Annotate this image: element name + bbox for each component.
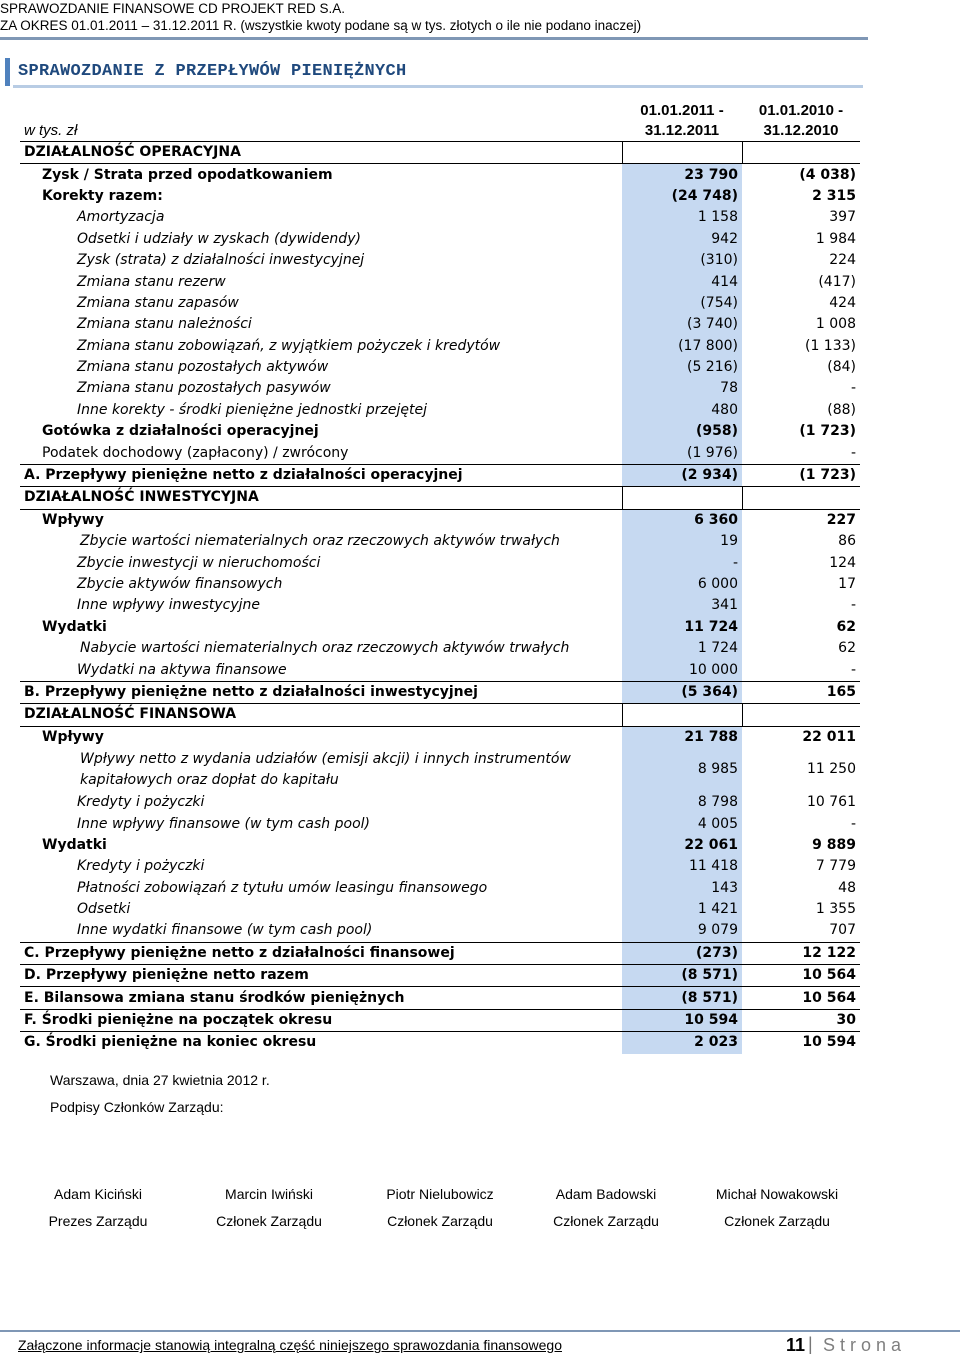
table-row (20, 186, 860, 207)
page-separator: | (808, 1334, 813, 1354)
value-2010: 10 564 (742, 965, 860, 987)
cash-flow-table (20, 99, 860, 1054)
value-2011: (17 800) (622, 336, 742, 357)
table-row (20, 552, 860, 573)
value-2011: 8 798 (622, 792, 742, 813)
place-date: Warszawa, dnia 27 kwietnia 2012 r. (50, 1072, 270, 1088)
value-2011 (622, 487, 742, 509)
row-label: Inne wpływy inwestycyjne (77, 597, 261, 614)
value-2010: 30 (742, 1009, 860, 1031)
header-period: ZA OKRES 01.01.2011 – 31.12.2011 R. (wszystkie kwoty podane są w tys. złotych o ile nie podano inaczej) (0, 18, 642, 33)
value-2010: (1 723) (799, 423, 856, 440)
table-row (20, 271, 860, 292)
value-2011: 10 594 (622, 1009, 742, 1031)
table-row (20, 835, 860, 856)
header-title: SPRAWOZDANIE FINANSOWE CD PROJEKT RED S.A. (0, 1, 346, 16)
row-label: Zbycie inwestycji w nieruchomości (77, 554, 321, 571)
footer-divider (0, 1330, 960, 1332)
value-2010: (1 723) (742, 464, 860, 486)
row-label: Wydatki (42, 836, 107, 853)
row-label: Zysk (strata) z działalności inwestycyjnej (77, 252, 365, 269)
table-row (20, 942, 860, 964)
value-2011: 6 360 (622, 509, 742, 531)
value-2010: (417) (818, 273, 856, 290)
value-2010: 1 355 (815, 901, 856, 918)
unit-label: w tys. zł (24, 122, 78, 139)
table-row (20, 856, 860, 877)
value-2011: 2 023 (622, 1032, 742, 1054)
row-label: Zmiana stanu należności (77, 316, 252, 333)
value-2011: 8 985 (622, 748, 742, 792)
value-2011: 11 724 (622, 617, 742, 638)
row-label: Zysk / Strata przed opodatkowaniem (42, 166, 333, 183)
value-2010: 2 315 (812, 187, 856, 204)
row-label: F. Środki pieniężne na początek okresu (20, 1009, 622, 1031)
section-divider (13, 85, 863, 88)
table-row (20, 250, 860, 271)
row-label: Zmiana stanu zobowiązań, z wyjątkiem pożyczek i kredytów (77, 337, 501, 354)
value-2010: 10 564 (742, 987, 860, 1009)
value-2011: - (622, 552, 742, 573)
row-label: Zmiana stanu pozostałych pasywów (77, 380, 331, 397)
value-2011 (622, 142, 742, 164)
row-label: Wydatki na aktywa finansowe (77, 661, 287, 678)
row-label: Odsetki (77, 901, 131, 918)
row-label-line1: Wpływy netto z wydania udziałów (emisji akcji) i innych instrumentów (80, 750, 571, 767)
table-row (20, 726, 860, 748)
value-2011: (958) (622, 421, 742, 442)
signatory-name: Michał Nowakowski (715, 1186, 839, 1202)
table-row (20, 531, 860, 552)
table-row (20, 400, 860, 421)
value-2011: (8 571) (622, 987, 742, 1009)
table-row (20, 748, 860, 792)
section-header-row (20, 142, 860, 164)
signatory-role: Prezes Zarządu (48, 1213, 148, 1229)
value-2010: 1 984 (815, 230, 856, 247)
table-row (20, 509, 860, 531)
row-label: Zmiana stanu rezerw (77, 273, 226, 290)
row-label: Odsetki i udziały w zyskach (dywidendy) (77, 230, 361, 247)
row-label: DZIAŁALNOŚĆ FINANSOWA (20, 704, 622, 726)
row-label: B. Przepływy pieniężne netto z działalności inwestycyjnej (20, 681, 622, 703)
value-2010: 17 (838, 576, 856, 592)
value-2010: 124 (829, 554, 856, 571)
value-2010: - (850, 380, 856, 397)
value-2010 (742, 704, 860, 726)
page-word: Strona (823, 1335, 907, 1355)
value-2011: 21 788 (622, 726, 742, 748)
value-2011: 1 724 (622, 638, 742, 659)
table-row (20, 229, 860, 250)
section-header-row (20, 704, 860, 726)
period-2010-line2: 31.12.2010 (763, 122, 839, 139)
value-2010: 11 250 (807, 761, 856, 778)
value-2011: (5 364) (622, 681, 742, 703)
value-2011 (622, 704, 742, 726)
signatory-name: Adam Kiciński (54, 1186, 142, 1202)
row-label: Korekty razem: (42, 187, 163, 204)
table-row (20, 987, 860, 1009)
table-row (20, 164, 860, 186)
period-2010-line1: 01.01.2010 - (758, 102, 844, 119)
signatory-name: Marcin Iwiński (225, 1186, 313, 1202)
signatory-role: Członek Zarządu (387, 1213, 493, 1229)
table-row (20, 293, 860, 314)
row-label: Kredyty i pożyczki (77, 794, 205, 811)
value-2010: - (850, 815, 856, 832)
row-label: A. Przepływy pieniężne netto z działalności operacyjnej (20, 464, 622, 486)
table-row (20, 357, 860, 378)
value-2010: 7 779 (815, 858, 856, 875)
row-label: Zbycie wartości niematerialnych oraz rzeczowych aktywów trwałych (80, 533, 560, 550)
value-2011: (24 748) (622, 186, 742, 207)
section-header-row (20, 487, 860, 509)
row-label: G. Środki pieniężne na koniec okresu (20, 1032, 622, 1054)
table-row (20, 574, 860, 595)
value-2010: 165 (742, 681, 860, 703)
row-label (20, 748, 622, 792)
signatory-role: Członek Zarządu (724, 1213, 830, 1229)
value-2011: 19 (622, 531, 742, 552)
value-2010 (742, 487, 860, 509)
table-row (20, 965, 860, 987)
signatory-role: Członek Zarządu (216, 1213, 322, 1229)
value-2011: 480 (622, 400, 742, 421)
table-row (20, 878, 860, 899)
value-2011: 4 005 (622, 813, 742, 834)
table-row (20, 792, 860, 813)
row-label: Gotówka z działalności operacyjnej (42, 423, 319, 440)
value-2010: 48 (838, 879, 856, 896)
row-label: Wpływy (42, 728, 104, 745)
period-2011-header (622, 99, 742, 142)
row-label: Kredyty i pożyczki (77, 858, 205, 875)
value-2011: (3 740) (622, 314, 742, 335)
period-2011-line1: 01.01.2011 - (640, 102, 724, 119)
period-2010-header (742, 99, 860, 142)
row-label: Zmiana stanu zapasów (77, 294, 239, 311)
value-2010: 12 122 (742, 942, 860, 964)
value-2011: 9 079 (622, 920, 742, 942)
value-2010: 10 761 (807, 794, 856, 811)
value-2010: 10 594 (742, 1032, 860, 1054)
value-2011: 6 000 (622, 574, 742, 595)
value-2011: 1 158 (622, 207, 742, 228)
value-2010: 1 008 (815, 316, 856, 333)
value-2011: (1 976) (622, 442, 742, 464)
value-2010: - (850, 444, 856, 461)
row-label: E. Bilansowa zmiana stanu środków pieniężnych (20, 987, 622, 1009)
table-row (20, 207, 860, 228)
value-2010: 397 (829, 209, 856, 226)
row-label: Wydatki (42, 618, 107, 635)
table-row (20, 813, 860, 834)
table-row (20, 681, 860, 703)
table-row (20, 464, 860, 486)
table-row (20, 314, 860, 335)
value-2011: (8 571) (622, 965, 742, 987)
value-2010: (1 133) (804, 337, 856, 354)
table-row (20, 617, 860, 638)
table-row (20, 1032, 860, 1054)
row-label: DZIAŁALNOŚĆ OPERACYJNA (20, 142, 622, 164)
table-row (20, 336, 860, 357)
table-row (20, 421, 860, 442)
page-number: 11 (786, 1335, 806, 1355)
value-2011: 1 421 (622, 899, 742, 920)
row-label: Inne wpływy finansowe (w tym cash pool) (77, 815, 370, 832)
value-2010: 62 (838, 640, 856, 657)
value-2011: (310) (622, 250, 742, 271)
row-label: C. Przepływy pieniężne netto z działalności finansowej (20, 942, 622, 964)
table-header-row (20, 99, 860, 142)
section-accent-bar (5, 58, 10, 86)
row-label: Zmiana stanu pozostałych aktywów (77, 359, 329, 376)
row-label: Nabycie wartości niematerialnych oraz rzeczowych aktywów trwałych (80, 640, 570, 657)
value-2010: 224 (829, 252, 856, 269)
row-label: Płatności zobowiązań z tytułu umów leasingu finansowego (77, 879, 488, 896)
value-2010: 62 (836, 618, 856, 635)
value-2011: (5 216) (622, 357, 742, 378)
row-label: D. Przepływy pieniężne netto razem (20, 965, 622, 987)
table-row (20, 659, 860, 681)
value-2011: 143 (622, 878, 742, 899)
value-2011: 10 000 (622, 659, 742, 681)
value-2011: (754) (622, 293, 742, 314)
value-2011: 341 (622, 595, 742, 616)
row-label: Amortyzacja (77, 209, 165, 226)
signatures-label: Podpisy Członków Zarządu: (50, 1099, 224, 1115)
value-2011: 414 (622, 271, 742, 292)
value-2010: 424 (829, 294, 856, 311)
value-2010: 707 (829, 922, 856, 939)
value-2010: 227 (826, 511, 856, 528)
value-2010: (84) (827, 359, 856, 376)
table-row (20, 378, 860, 399)
table-row (20, 920, 860, 942)
row-label: Podatek dochodowy (zapłacony) / zwrócony (42, 444, 349, 461)
value-2011: (2 934) (622, 464, 742, 486)
value-2010: (88) (827, 401, 856, 418)
signatory-role: Członek Zarządu (553, 1213, 659, 1229)
table-row (20, 899, 860, 920)
value-2011: (273) (622, 942, 742, 964)
value-2011: 22 061 (622, 835, 742, 856)
value-2010: - (850, 597, 856, 614)
table-row (20, 1009, 860, 1031)
section-title: SPRAWOZDANIE Z PRZEPŁYWÓW PIENIĘŻNYCH (18, 62, 407, 81)
value-2010 (742, 142, 860, 164)
table-row (20, 595, 860, 616)
value-2010: - (850, 661, 856, 678)
row-label: Inne korekty - środki pieniężne jednostki przejętej (77, 401, 427, 418)
signatory-name: Adam Badowski (555, 1186, 657, 1202)
value-2011: 78 (622, 378, 742, 399)
value-2011: 942 (622, 229, 742, 250)
value-2011: 23 790 (622, 164, 742, 186)
table-row (20, 638, 860, 659)
value-2010: 9 889 (812, 836, 856, 853)
row-label: Inne wydatki finansowe (w tym cash pool) (77, 922, 373, 939)
row-label: Wpływy (42, 511, 104, 528)
signatory-name: Piotr Nielubowicz (386, 1186, 494, 1202)
value-2011: 11 418 (622, 856, 742, 877)
row-label: DZIAŁALNOŚĆ INWESTYCYJNA (20, 487, 622, 509)
value-2010: (4 038) (799, 166, 856, 183)
footer-note: Załączone informacje stanowią integralną część niniejszego sprawozdania finansowego (18, 1337, 562, 1353)
row-label: Zbycie aktywów finansowych (77, 576, 283, 592)
value-2010: 22 011 (802, 728, 856, 745)
row-label-line2: kapitałowych oraz dopłat do kapitału (80, 771, 339, 788)
table-row (20, 442, 860, 464)
period-2011-line2: 31.12.2011 (644, 122, 720, 139)
value-2010: 86 (838, 533, 856, 550)
header-divider (0, 37, 868, 40)
